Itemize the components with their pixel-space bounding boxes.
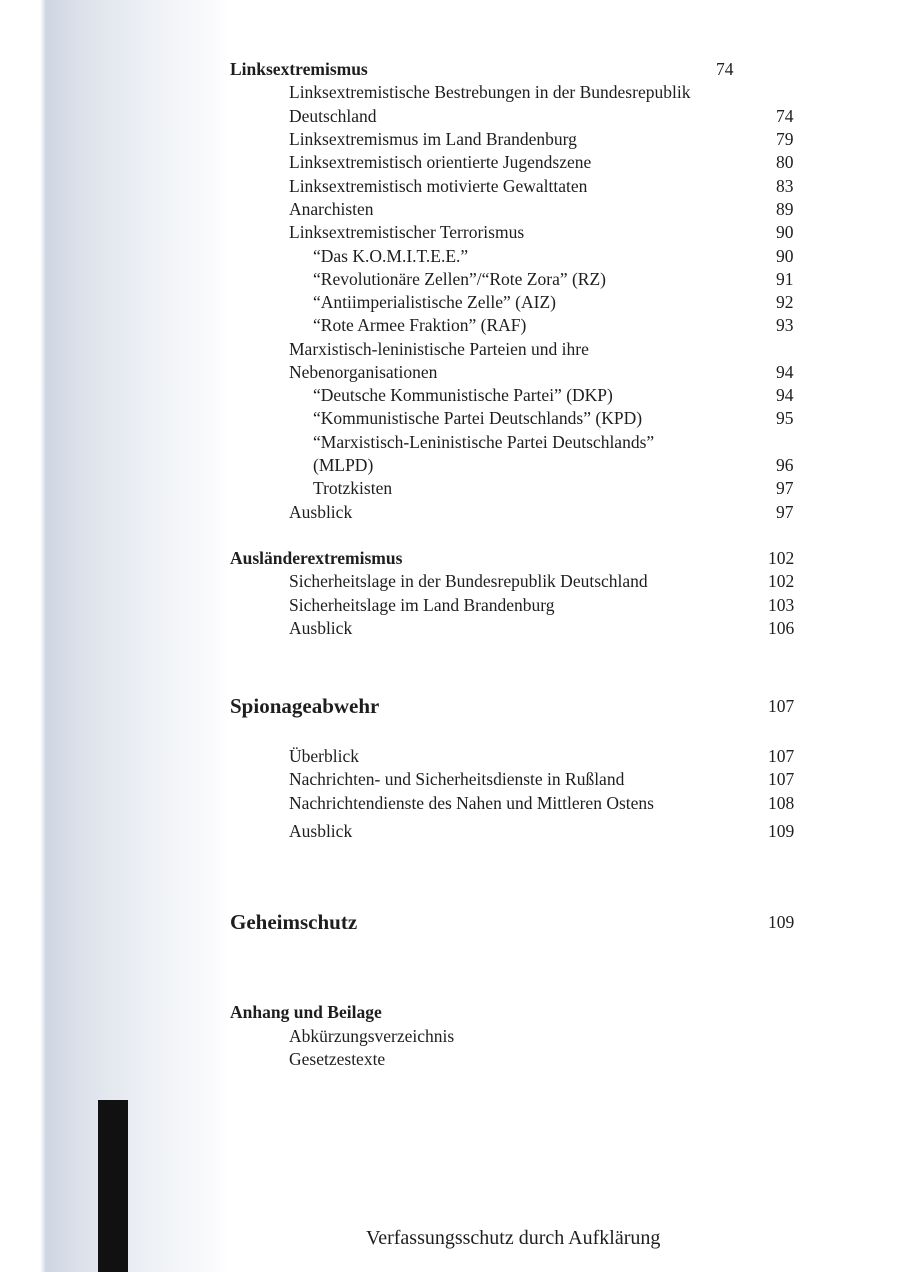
toc-entry[interactable] xyxy=(0,406,900,430)
toc-entry[interactable] xyxy=(0,791,900,815)
toc-entry[interactable] xyxy=(0,80,900,104)
toc-page-number: 91 xyxy=(776,269,794,289)
toc-entry[interactable] xyxy=(0,453,900,477)
toc-page-number: 102 xyxy=(768,548,795,568)
toc-entry[interactable] xyxy=(0,767,900,791)
toc-page-number: 109 xyxy=(768,821,795,841)
toc-entry[interactable] xyxy=(0,383,900,407)
page-edge-marker xyxy=(98,1100,128,1272)
toc-heading-title: Anhang und Beilage xyxy=(230,1002,382,1022)
toc-entry-title: Gesetzestexte xyxy=(289,1049,386,1069)
toc-page-number: 93 xyxy=(776,315,794,335)
toc-entry-title: Linksextremismus im Land Brandenburg xyxy=(289,129,577,149)
toc-entry[interactable] xyxy=(0,430,900,454)
toc-entry-title: “Deutsche Kommunistische Partei” (DKP) xyxy=(313,385,613,405)
toc-page-number: 107 xyxy=(768,769,795,789)
toc-heading-anhang[interactable] xyxy=(0,1000,900,1024)
toc-page-number: 74 xyxy=(716,59,734,79)
toc-entry-title: Sicherheitslage in der Bundesrepublik Deutschland xyxy=(289,571,648,591)
toc-entry[interactable] xyxy=(0,744,900,768)
toc-entry[interactable] xyxy=(0,1024,900,1048)
toc-entry-title: “Rote Armee Fraktion” (RAF) xyxy=(313,315,527,335)
toc-page-number: 89 xyxy=(776,199,794,219)
toc-entry-title: Anarchisten xyxy=(289,199,374,219)
toc-page-number: 107 xyxy=(768,746,795,766)
toc-entry[interactable] xyxy=(0,500,900,524)
toc-entry-title: Überblick xyxy=(289,746,359,766)
toc-page-number: 95 xyxy=(776,408,794,428)
toc-entry[interactable] xyxy=(0,360,900,384)
toc-entry[interactable] xyxy=(0,337,900,361)
toc-entry[interactable] xyxy=(0,220,900,244)
toc-entry-title: Marxistisch-leninistische Parteien und ihre xyxy=(289,339,589,359)
toc-entry[interactable] xyxy=(0,1047,900,1071)
toc-page-number: 79 xyxy=(776,129,794,149)
toc-heading-spionageabwehr[interactable] xyxy=(0,692,900,720)
toc-entry-title: Nebenorganisationen xyxy=(289,362,438,382)
toc-entry-title: “Das K.O.M.I.T.E.E.” xyxy=(313,246,469,266)
toc-entry-title: Sicherheitslage im Land Brandenburg xyxy=(289,595,555,615)
toc-page-number: 90 xyxy=(776,222,794,242)
toc-heading-title: Geheimschutz xyxy=(230,910,358,934)
toc-entry-title: “Kommunistische Partei Deutschlands” (KPD) xyxy=(313,408,643,428)
toc-entry-title: Ausblick xyxy=(289,618,353,638)
toc-entry-title: Nachrichtendienste des Nahen und Mittleren Ostens xyxy=(289,793,654,813)
toc-page-number: 90 xyxy=(776,246,794,266)
toc-heading-title: Ausländerextremismus xyxy=(230,548,403,568)
toc-page-number: 108 xyxy=(768,793,795,813)
toc-page-number: 92 xyxy=(776,292,794,312)
toc-entry-title: “Revolutionäre Zellen”/“Rote Zora” (RZ) xyxy=(313,269,606,289)
toc-entry-title: Abkürzungsverzeichnis xyxy=(289,1026,455,1046)
toc-page-number: 107 xyxy=(768,696,795,716)
toc-entry[interactable] xyxy=(0,174,900,198)
toc-entry[interactable] xyxy=(0,290,900,314)
toc-page-number: 97 xyxy=(776,502,794,522)
toc-entry[interactable] xyxy=(0,267,900,291)
toc-entry-title: Linksextremistische Bestrebungen in der Bundesrepublik xyxy=(289,82,691,102)
toc-entry[interactable] xyxy=(0,593,900,617)
toc-entry-title: Trotzkisten xyxy=(313,478,393,498)
toc-page-number: 103 xyxy=(768,595,795,615)
toc-page-number: 96 xyxy=(776,455,794,475)
toc-page-number: 74 xyxy=(776,106,794,126)
toc-entry-title: Nachrichten- und Sicherheitsdienste in Rußland xyxy=(289,769,625,789)
toc-entry[interactable] xyxy=(0,819,900,843)
toc-heading-title: Linksextremismus xyxy=(230,59,368,79)
toc-entry[interactable] xyxy=(0,476,900,500)
toc-heading-auslaenderextremismus[interactable] xyxy=(0,546,900,570)
toc-page-number: 94 xyxy=(776,385,794,405)
toc-heading-title: Spionageabwehr xyxy=(230,694,380,718)
toc-entry-title: Ausblick xyxy=(289,502,353,522)
toc-entry-title: Linksextremistisch motivierte Gewalttaten xyxy=(289,176,588,196)
toc-page-number: 102 xyxy=(768,571,795,591)
toc-entry[interactable] xyxy=(0,313,900,337)
toc-page-number: 83 xyxy=(776,176,794,196)
toc-page-number: 94 xyxy=(776,362,794,382)
toc-entry[interactable] xyxy=(0,244,900,268)
toc-entry[interactable] xyxy=(0,616,900,640)
toc-entry[interactable] xyxy=(0,104,900,128)
toc-entry-title: “Marxistisch-Leninistische Partei Deutschlands” xyxy=(313,432,655,452)
toc-entry-title: Linksextremistischer Terrorismus xyxy=(289,222,525,242)
toc-entry-title: “Antiimperialistische Zelle” (AIZ) xyxy=(313,292,556,312)
page-footer: Verfassungsschutz durch Aufklärung xyxy=(366,1227,661,1249)
toc-entry-title: Deutschland xyxy=(289,106,377,126)
toc-heading-linksextremismus[interactable] xyxy=(0,57,900,81)
toc-entry-title: (MLPD) xyxy=(313,455,374,475)
toc-entry[interactable] xyxy=(0,150,900,174)
toc-page-number: 106 xyxy=(768,618,795,638)
toc-entry[interactable] xyxy=(0,127,900,151)
toc-entry-title: Ausblick xyxy=(289,821,353,841)
toc-entry[interactable] xyxy=(0,569,900,593)
toc-entry-title: Linksextremistisch orientierte Jugendszene xyxy=(289,152,592,172)
toc-page-number: 109 xyxy=(768,912,795,932)
toc-page-number: 80 xyxy=(776,152,794,172)
toc-entry[interactable] xyxy=(0,197,900,221)
toc-heading-geheimschutz[interactable] xyxy=(0,908,900,936)
toc-page-number: 97 xyxy=(776,478,794,498)
